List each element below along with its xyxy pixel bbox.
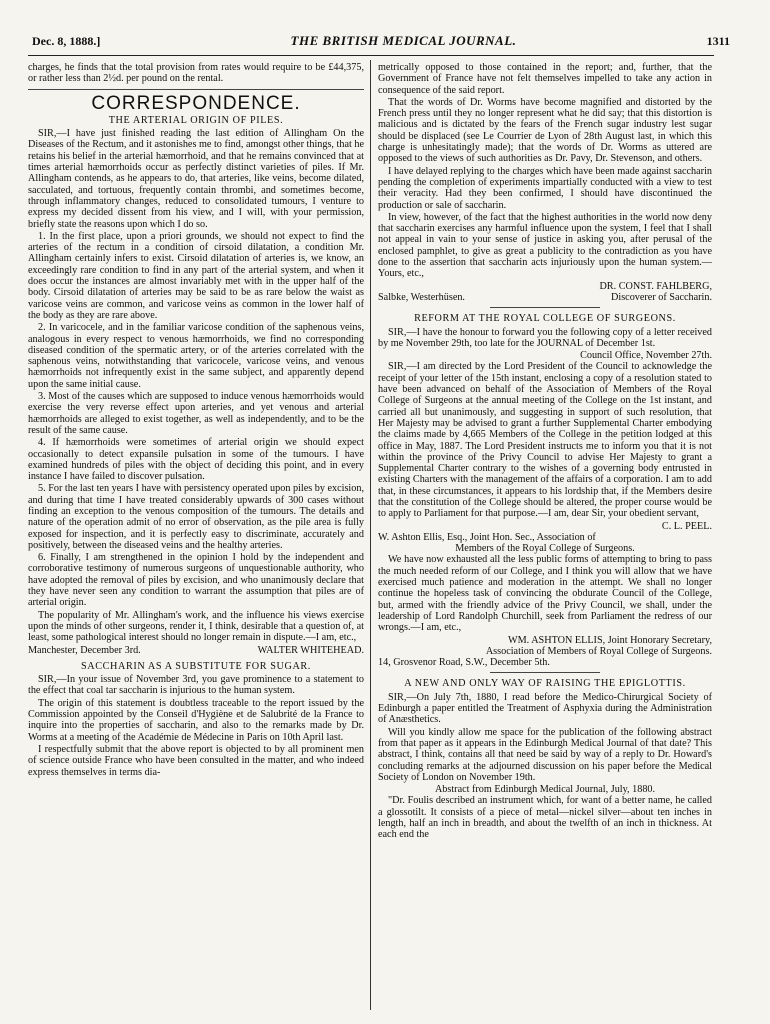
saccharin-signer: DR. CONST. FAHLBERG, [599, 280, 712, 292]
reform-address-line: W. Ashton Ellis, Esq., Joint Hon. Sec., Association of [378, 531, 596, 543]
reform-date-address: 14, Grosvenor Road, S.W., December 5th. [378, 657, 550, 669]
piles-place: Manchester, December 3rd. [28, 644, 141, 656]
saccharin-cont-paragraph: In view, however, of the fact that the highest authorities in the world now deny that saccharin exercises any harmful influence upon the system, I feel that I shall not appeal in vain to your sense of justice in asking you, after perusal of the enclosed pamphlet, to give as great a publicity to the contradiction as you have done to the assertion that saccharin acts injuriously upon the human system.—Yours, etc., [378, 211, 712, 280]
piles-paragraph: The popularity of Mr. Allingham's work, and the influence his views exercise upon the minds of other surgeons, render it, I think, desirable that a question of, at least, some pathological interest should no longer remain in dispute.—I am, etc., [28, 609, 364, 644]
page-header [32, 30, 730, 52]
epiglottis-paragraph: SIR,—On July 7th, 1880, I read before the Medico-Chirurgical Society of Edinburgh a paper entitled the Treatment of Asphyxia during the Administration of Anæsthetics. [378, 691, 712, 726]
reform-signer: WM. ASHTON ELLIS, Joint Honorary Secretary, [508, 634, 712, 646]
saccharin-paragraph: I respectfully submit that the above report is objected to by all prominent men of science outside France who have been consulted in the matter, and who indeed express themselves in terms dia- [28, 743, 364, 778]
reform-signer-org: Association of Members of Royal College of Surgeons. [485, 645, 712, 657]
article-rule [490, 307, 600, 308]
saccharin-cont-paragraph: I have delayed replying to the charges which have been made against saccharin pending the completion of experiments impartially conducted with a view to test their veracity. Had they been confirmed, I should have discontinued the production or sale of saccharin. [378, 165, 712, 211]
saccharin-signature [378, 292, 712, 303]
header-rule [28, 55, 714, 56]
reform-address-line: Members of the Royal College of Surgeons. [455, 543, 635, 555]
saccharin-paragraph: The origin of this statement is doubtless traceable to the report issued by the Commission appointed by the Conseil d'Hygiène et de Salubrité de la France to inquire into the properties of saccharin, and also to the remarks made by Dr. Worms at a meeting of the Académie de Médecine in Paris on 10th April last. [28, 697, 364, 743]
reform-signer: C. L. PEEL. [661, 520, 712, 532]
piles-signer: WALTER WHITEHEAD. [257, 644, 364, 656]
article-title-piles: THE ARTERIAL ORIGIN OF PILES. [108, 114, 284, 126]
piles-paragraph: 1. In the first place, upon a priori grounds, we should not expect to find the arteries of the rectum in a condition of cirsoid dilatation, a condition Mr. Allingham certainly infers to exist. Cirsoid dilatation of arteries is, we know, an exceedingly rare condition to find in any part of the arterial system, and when it does occur the instances are almost invariably met with in the upper half of the body. Cirsoid dilatation of arteries may be said to be as rare below the waist as varicose veins are common, and varicose veins as common in the lower half of the body as they are rare above. [28, 230, 364, 321]
epiglottis-paragraph: Will you kindly allow me space for the publication of the following abstract from that paper as it appears in the Edinburgh Medical Journal of that date? This abstract, I think, contains all that need be said by way of a reply to Dr. Howard's concluding remarks at the adjourned discussion on his paper before the Medical Society of London on November 19th. [378, 726, 712, 783]
saccharin-cont-paragraph: metrically opposed to those contained in the report; and, further, that the Government of France have not felt themselves impelled to take any action in consequence of the said report. [378, 62, 712, 96]
article-title-saccharin: SACCHARIN AS A SUBSTITUTE FOR SUGAR. [81, 660, 311, 672]
piles-paragraph: SIR,—I have just finished reading the last edition of Allingham On the Diseases of the Rectum, and it astonishes me to find, amongst other things, that he retains his belief in the arterial hæmorrhoid, and that he remains convinced that at times arterial hæmorrhoids occur as perfectly distinct varieties of piles. If Mr. Allingham contends, as he appears to do, that arteries, like veins, become dilated, sacculated, and tortuous, frequently contain thrombi, and sometimes become, through inflammatory changes, reduced to consolidated tumours, I venture to express my decided dissent from his view, and I will, with your permission, briefly state the reasons upon which I do so. [28, 128, 364, 230]
piles-signature [28, 645, 364, 656]
epiglottis-paragraph: "Dr. Foulis described an instrument which, for want of a better name, he called a glossotilt. It consists of a piece of metal—nickel silver—about ten inches in length, half an inch in breadth, and about the twelfth of an inch in thickness. At each end the [378, 795, 712, 841]
article-rule [490, 672, 600, 673]
article-title-epiglottis: A NEW AND ONLY WAY OF RAISING THE EPIGLOTTIS. [404, 678, 686, 690]
right-column [378, 62, 712, 842]
piles-paragraph: 6. Finally, I am strengthened in the opinion I hold by the independent and corroborative testimony of numerous surgeons of unquestionable authority, who have adopted the removal of piles by excision, and who unanimously declare that they have never seen any condition to warrant the assumption that piles are of arterial origin. [28, 552, 364, 609]
section-rule [28, 89, 364, 90]
saccharin-cont-paragraph: That the words of Dr. Worms have become magnified and distorted by the French press until they no longer represent what he did say; that this distortion is malicious and is dictated by the fears of the French sugar industry lest sugar should be displaced (see Le Courrier de Lyon of 28th August last, in which this charge is unhesitatingly made); that the words of Dr. Worms as uttered are opposed to the views of such authorities as Dr. Pavy, Dr. Stevenson, and others. [378, 96, 712, 165]
left-column [28, 62, 364, 779]
reform-paragraph: We have now exhausted all the less public forms of attempting to bring to pass the much needed reform of our College, and I think you will allow that we have exercised much patience and moderation in the attempt. We shall no longer continue the hopeless task of convincing the obdurate Council of the College, but, armed with the friendly advice of the Privy Council, we shall, under the leadership of Lord Randolph Churchill, seek from Parliament the redress of our wrongs.—I am, etc., [378, 554, 712, 634]
column-divider [370, 60, 371, 1010]
piles-paragraph: 5. For the last ten years I have with persistency operated upon piles by excision, and during that time I have treated considerably upwards of 300 cases without finding an exception to the venous composition of the tumours. The details and nature of the operation admit of no error of observation, as the pile area is fully exposed for inspection, and it is perfectly easy to discriminate, accurately and positively, between the diseased veins and the healthy arteries. [28, 483, 364, 551]
saccharin-place: Salbke, Westerhüsen. [378, 291, 465, 303]
epiglottis-abstract-source: Abstract from Edinburgh Medical Journal, July, 1880. [434, 784, 656, 796]
journal-title: THE BRITISH MEDICAL JOURNAL. [290, 33, 517, 48]
header-date: Dec. 8, 1888.] [32, 33, 101, 48]
saccharin-role: Discoverer of Saccharin. [611, 291, 712, 303]
intro-paragraph: charges, he finds that the total provision from rates would require to be £44,375, or rather less than 2½d. per pound on the rental. [28, 62, 364, 85]
page-number: 1311 [706, 33, 730, 48]
reform-office: Council Office, November 27th. [580, 350, 712, 362]
piles-paragraph: 2. In varicocele, and in the familiar varicose condition of the saphenous veins, analogous in every respect to venous hæmorrhoids, we find no corresponding diseased condition of the spermatic artery, or of the arteries correlated with the saphenous veins, notwithstanding that varicocele, varicose veins, and venous hæmorrhoids not infrequently exist in the same subject, and apparently depend upon the same initial cause. [28, 322, 364, 390]
reform-paragraph: SIR,—I have the honour to forward you the following copy of a letter received by me November 29th, too late for the JOURNAL of December 1st. [378, 326, 712, 349]
piles-paragraph: 4. If hæmorrhoids were sometimes of arterial origin we should expect occasionally to detect expansile pulsation in some of the tumours. I have examined hundreds of piles with the object of deciding this point, and in every instance I have failed to discover pulsation. [28, 437, 364, 483]
piles-paragraph: 3. Most of the causes which are supposed to induce venous hæmorrhoids would exercise the very reverse effect upon arteries, and yet venous and arterial hæmorrhoids are alleged to exist together, as well as independently, and to be the result of the same cause. [28, 391, 364, 436]
article-title-reform: REFORM AT THE ROYAL COLLEGE OF SURGEONS. [414, 313, 676, 325]
reform-paragraph: SIR,—I am directed by the Lord President of the Council to acknowledge the receipt of your letter of the 15th instant, enclosing a copy of a resolution stated to have been advanced on behalf of the Association of Members of the Royal College of Surgeons at the annual meeting of the College on the 1st instant, and carried all but unanimously, and suggesting in support of such resolution, that Her Majesty may be advised to grant a further Supplemental Charter embodying the claims made by 4,665 Members of the College in the petition lodged at this office in May, 1887. The Lord President instructs me to inform you that it is not within the province of the Privy Council to advise Her Majesty to grant a Supplemental Charter contrary to the wishes of a governing body entrusted in existing Charters with the management of the affairs of a corporation. I am to add that, in these circumstances, it appears to his lordship that, if the Members desire that the constitution of the College should be altered, the proper course would be to apply to Parliament for that purpose.—I am, dear Sir, your obedient servant, [378, 361, 712, 520]
saccharin-paragraph: SIR,—In your issue of November 3rd, you gave prominence to a statement to the effect that coal tar saccharin is injurious to the human system. [28, 674, 364, 697]
section-title: CORRESPONDENCE. [91, 92, 301, 114]
